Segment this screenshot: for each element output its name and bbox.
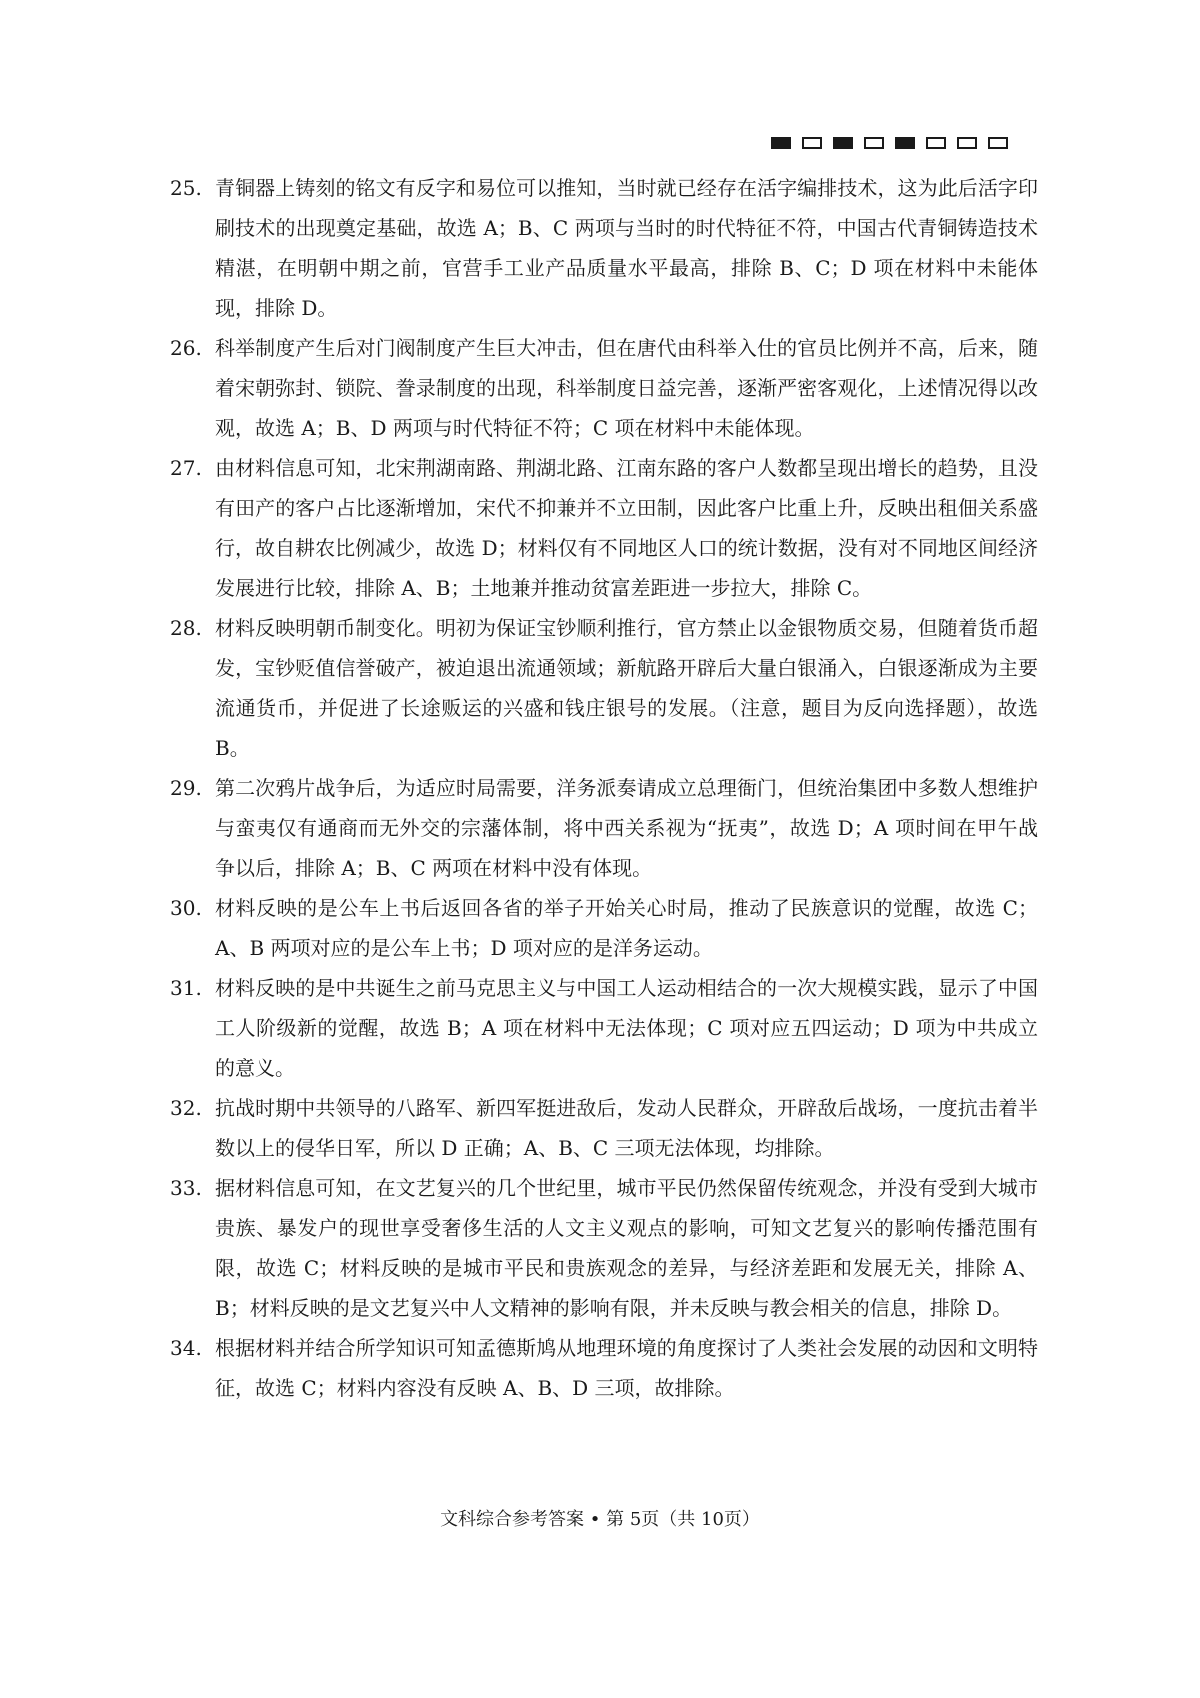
answer-number: 31.	[170, 976, 202, 1000]
answer-item	[170, 1328, 1038, 1408]
answer-number: 33.	[170, 1176, 202, 1200]
answer-explanation: 根据材料并结合所学知识可知孟德斯鸠从地理环境的角度探讨了人类社会发展的动因和文明特征，故选 C；材料内容没有反映 A、B、D 三项，故排除。	[215, 1336, 1038, 1400]
answer-item	[170, 968, 1038, 1088]
answer-number: 25.	[170, 176, 202, 200]
answer-explanation: 材料反映的是公车上书后返回各省的举子开始关心时局，推动了民族意识的觉醒，故选 C；A、B 两项对应的是公车上书；D 项对应的是洋务运动。	[215, 896, 1038, 960]
answer-explanation: 青铜器上铸刻的铭文有反字和易位可以推知，当时就已经存在活字编排技术，这为此后活字印刷技术的出现奠定基础，故选 A；B、C 两项与当时的时代特征不符，中国古代青铜铸造技术精湛，在明朝中期之前，官营手工业产品质量水平最高，排除 B、C；D 项在材料中未能体现，排除 D。	[215, 176, 1038, 320]
marker-empty-square	[988, 137, 1008, 149]
marker-filled-square	[895, 137, 915, 149]
answer-number: 26.	[170, 336, 202, 360]
answer-explanation: 由材料信息可知，北宋荆湖南路、荆湖北路、江南东路的客户人数都呈现出增长的趋势，且没有田产的客户占比逐渐增加，宋代不抑兼并不立田制，因此客户比重上升，反映出租佃关系盛行，故自耕农比例减少，故选 D；材料仅有不同地区人口的统计数据，没有对不同地区间经济发展进行比较，排除 A、B；土地兼并推动贫富差距进一步拉大，排除 C。	[215, 456, 1038, 600]
marker-empty-square	[957, 137, 977, 149]
answer-number: 29.	[170, 776, 202, 800]
marker-empty-square	[864, 137, 884, 149]
answer-item	[170, 1168, 1038, 1328]
answer-item	[170, 608, 1038, 768]
answer-item	[170, 448, 1038, 608]
answer-explanation: 材料反映明朝币制变化。明初为保证宝钞顺利推行，官方禁止以金银物质交易，但随着货币超发，宝钞贬值信誉破产，被迫退出流通领域；新航路开辟后大量白银涌入，白银逐渐成为主要流通货币，并促进了长途贩运的兴盛和钱庄银号的发展。（注意，题目为反向选择题），故选 B。	[215, 616, 1038, 760]
answer-item	[170, 1088, 1038, 1168]
answer-number: 27.	[170, 456, 202, 480]
answer-explanation: 据材料信息可知，在文艺复兴的几个世纪里，城市平民仍然保留传统观念，并没有受到大城市贵族、暴发户的现世享受奢侈生活的人文主义观点的影响，可知文艺复兴的影响传播范围有限，故选 C；材料反映的是城市平民和贵族观念的差异，与经济差距和发展无关，排除 A、B；材料反映的是文艺复兴中人文精神的影响有限，并未反映与教会相关的信息，排除 D。	[215, 1176, 1038, 1320]
answer-number: 32.	[170, 1096, 202, 1120]
answer-item	[170, 168, 1038, 328]
answer-number: 30.	[170, 896, 202, 920]
answer-number: 34.	[170, 1336, 202, 1360]
answer-list	[170, 168, 1038, 1408]
answer-explanation: 科举制度产生后对门阀制度产生巨大冲击，但在唐代由科举入仕的官员比例并不高，后来，随着宋朝弥封、锁院、誊录制度的出现，科举制度日益完善，逐渐严密客观化，上述情况得以改观，故选 A；B、D 两项与时代特征不符；C 项在材料中未能体现。	[215, 336, 1038, 440]
answer-item	[170, 328, 1038, 448]
marker-filled-square	[833, 137, 853, 149]
marker-filled-square	[771, 137, 791, 149]
answer-explanation: 抗战时期中共领导的八路军、新四军挺进敌后，发动人民群众，开辟敌后战场，一度抗击着半数以上的侵华日军，所以 D 正确；A、B、C 三项无法体现，均排除。	[215, 1096, 1038, 1160]
page-marker-strip	[771, 137, 1008, 149]
marker-empty-square	[802, 137, 822, 149]
answer-explanation: 第二次鸦片战争后，为适应时局需要，洋务派奏请成立总理衙门，但统治集团中多数人想维护与蛮夷仅有通商而无外交的宗藩体制，将中西关系视为“抚夷”，故选 D；A 项时间在甲午战争以后，排除 A；B、C 两项在材料中没有体现。	[215, 776, 1038, 880]
answer-explanation: 材料反映的是中共诞生之前马克思主义与中国工人运动相结合的一次大规模实践，显示了中国工人阶级新的觉醒，故选 B；A 项在材料中无法体现；C 项对应五四运动；D 项为中共成立的意义。	[215, 976, 1038, 1080]
answer-number: 28.	[170, 616, 202, 640]
page-footer: 文科综合参考答案 • 第 5页（共 10页）	[440, 1509, 760, 1530]
answer-item	[170, 768, 1038, 888]
answer-item	[170, 888, 1038, 968]
marker-empty-square	[926, 137, 946, 149]
